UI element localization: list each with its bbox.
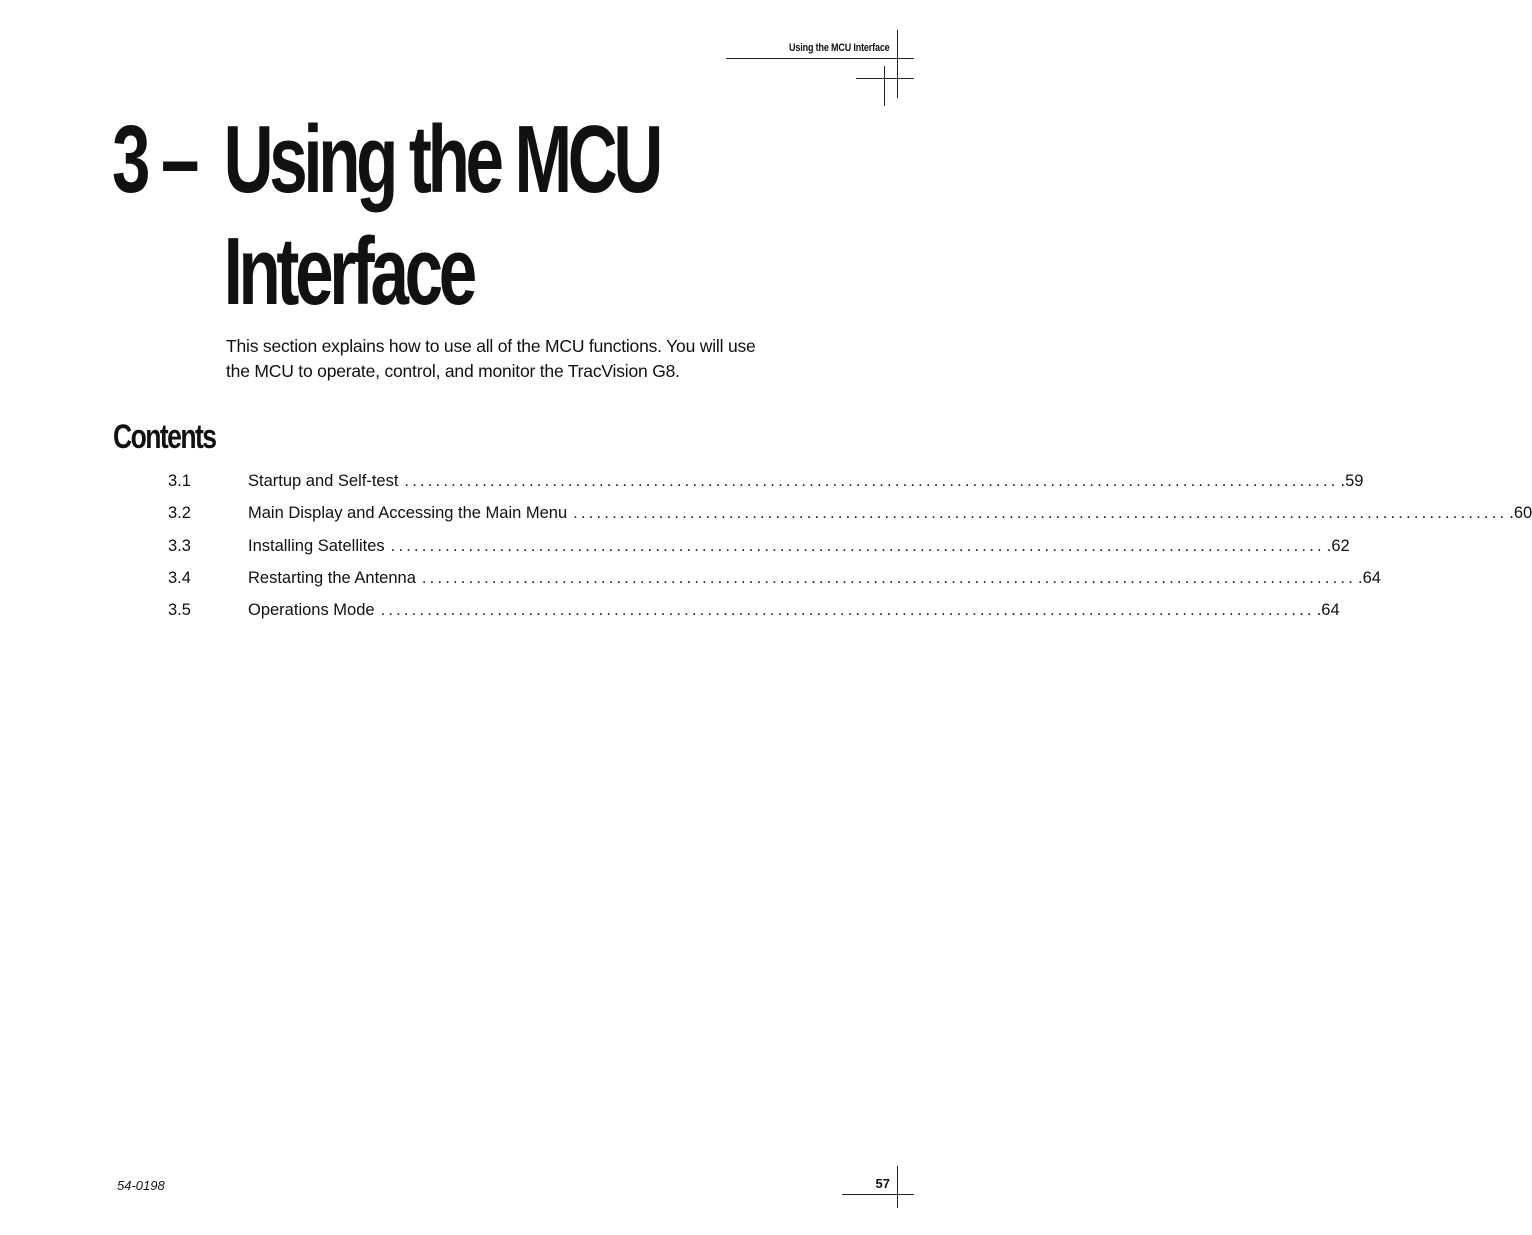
page-number: 57 (875, 1176, 890, 1191)
crop-mark-horizontal (856, 78, 914, 79)
header-rule (726, 58, 914, 59)
toc-item-number: 3.2 (168, 504, 191, 523)
toc-item-number: 3.5 (168, 601, 191, 620)
toc-item-page: .62 (1326, 536, 1350, 555)
table-of-contents (168, 472, 1532, 633)
toc-item-page: .59 (1340, 472, 1364, 490)
toc-item-page: .64 (1357, 568, 1381, 587)
toc-item-title: Startup and Self-test (248, 472, 399, 490)
toc-item-title: Restarting the Antenna (248, 568, 416, 587)
chapter-intro: This section explains how to use all of the MCU functions. You will use the MCU to operate, control, and monitor the TracVision G8. (226, 336, 756, 381)
toc-item[interactable] (168, 536, 1350, 569)
toc-item-title: Main Display and Accessing the Main Menu (248, 504, 568, 523)
footer-vertical-rule (897, 1166, 898, 1208)
toc-item[interactable] (168, 504, 1532, 536)
toc-item-page: .60 (1509, 504, 1532, 523)
toc-leader-dots: ........................................................................................................................ (390, 536, 1325, 555)
toc-leader-dots: ........................................................................................................................ (380, 601, 1315, 620)
toc-item-number: 3.1 (168, 472, 191, 490)
header-vertical-rule (897, 30, 898, 98)
toc-item[interactable] (168, 601, 1340, 633)
toc-item[interactable] (168, 472, 1364, 504)
running-header-title: Using the MCU Interface (789, 42, 890, 54)
toc-item[interactable] (168, 568, 1381, 601)
crop-mark-vertical (884, 66, 885, 106)
toc-item-number: 3.4 (168, 568, 191, 587)
chapter-title-line2: Interface (223, 218, 473, 325)
contents-heading: Contents (113, 418, 216, 456)
toc-leader-dots: ........................................................................................................................ (404, 472, 1339, 490)
toc-leader-dots: ........................................................................................................................ (573, 504, 1508, 523)
toc-item-title: Installing Satellites (248, 536, 385, 555)
toc-leader-dots: ........................................................................................................................ (421, 568, 1356, 587)
chapter-title-line1: Using the MCU (223, 106, 659, 213)
chapter-title (112, 104, 674, 328)
document-code: 54-0198 (117, 1178, 165, 1193)
toc-item-page: .64 (1316, 601, 1340, 620)
chapter-number: 3 – (112, 106, 196, 213)
toc-item-title: Operations Mode (248, 601, 375, 620)
toc-item-number: 3.3 (168, 536, 191, 555)
footer-rule (842, 1194, 914, 1195)
